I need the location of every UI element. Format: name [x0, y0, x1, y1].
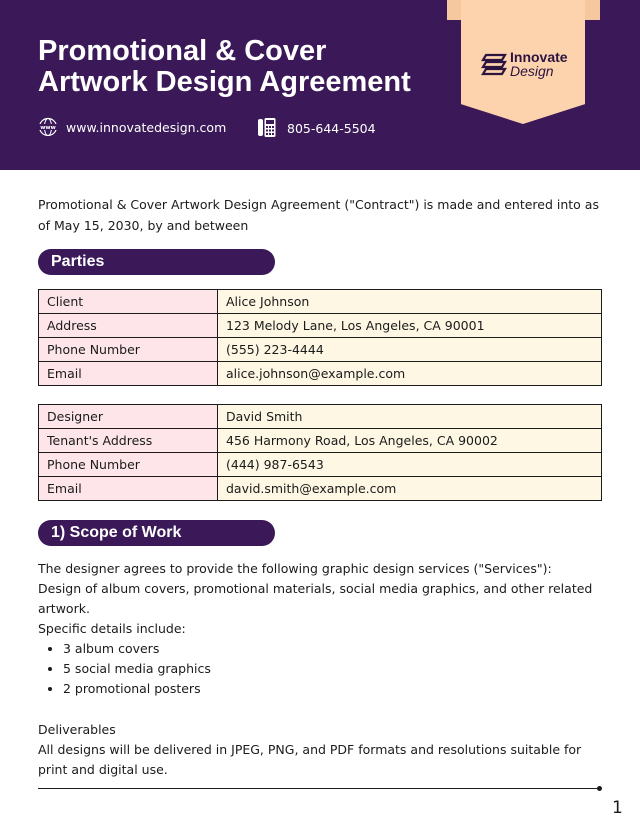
table-value: alice.johnson@example.com	[218, 362, 602, 386]
scope-paragraph	[38, 559, 603, 639]
deliverables-title: Deliverables	[38, 722, 116, 737]
table-value: David Smith	[218, 405, 602, 429]
list-item: • 2 promotional posters	[63, 679, 211, 699]
scope-line: Design of album covers, promotional materials, social media graphics, and other related artwork.	[38, 581, 593, 616]
deliverables-text: All designs will be delivered in JPEG, PNG, and PDF formats and resolutions suitable for print and digital use.	[38, 742, 582, 777]
table-label: Phone Number	[39, 338, 218, 362]
globe-icon	[38, 117, 58, 137]
scope-item-list	[38, 639, 211, 699]
footer-divider-dot	[597, 786, 602, 791]
table-row	[39, 477, 602, 501]
table-value: (444) 987-6543	[218, 453, 602, 477]
list-item: • 5 social media graphics	[63, 659, 211, 679]
logo-stripes-icon	[481, 51, 507, 77]
scope-line: The designer agrees to provide the following graphic design services ("Services"):	[38, 561, 552, 576]
table-label: Email	[39, 477, 218, 501]
logo-line2: Design	[510, 63, 554, 79]
table-row	[39, 429, 602, 453]
phone-text: 805-644-5504	[287, 120, 376, 136]
phone-fax-icon	[257, 117, 279, 139]
table-label: Address	[39, 314, 218, 338]
table-label: Email	[39, 362, 218, 386]
scope-line: Specific details include:	[38, 621, 186, 636]
section-heading-parties: Parties	[38, 249, 275, 275]
website-text: www.innovatedesign.com	[66, 119, 227, 135]
table-row	[39, 314, 602, 338]
table-label: Client	[39, 290, 218, 314]
logo-line1: Innovate	[510, 49, 568, 65]
page-number: 1	[612, 798, 623, 818]
table-row	[39, 290, 602, 314]
table-label: Designer	[39, 405, 218, 429]
table-value: david.smith@example.com	[218, 477, 602, 501]
table-label: Phone Number	[39, 453, 218, 477]
table-row	[39, 453, 602, 477]
table-row	[39, 338, 602, 362]
table-value: (555) 223-4444	[218, 338, 602, 362]
brand-logo	[481, 50, 568, 78]
deliverables-section	[38, 720, 603, 780]
table-value: 123 Melody Lane, Los Angeles, CA 90001	[218, 314, 602, 338]
contact-phone	[257, 117, 376, 139]
contact-website	[38, 117, 226, 137]
section-heading-scope: 1) Scope of Work	[38, 520, 275, 546]
table-row	[39, 362, 602, 386]
svg-text:www: www	[40, 125, 56, 132]
table-value: 456 Harmony Road, Los Angeles, CA 90002	[218, 429, 602, 453]
designer-info-table	[38, 404, 602, 501]
table-row	[39, 405, 602, 429]
client-info-table	[38, 289, 602, 386]
intro-paragraph: Promotional & Cover Artwork Design Agreement ("Contract") is made and entered into as of May 15, 2030, by and between	[38, 197, 599, 233]
table-label: Tenant's Address	[39, 429, 218, 453]
footer-divider	[38, 788, 599, 789]
document-title: Promotional & Cover Artwork Design Agreement	[38, 35, 411, 98]
table-value: Alice Johnson	[218, 290, 602, 314]
list-item: • 3 album covers	[63, 639, 211, 659]
header-banner	[0, 0, 640, 170]
